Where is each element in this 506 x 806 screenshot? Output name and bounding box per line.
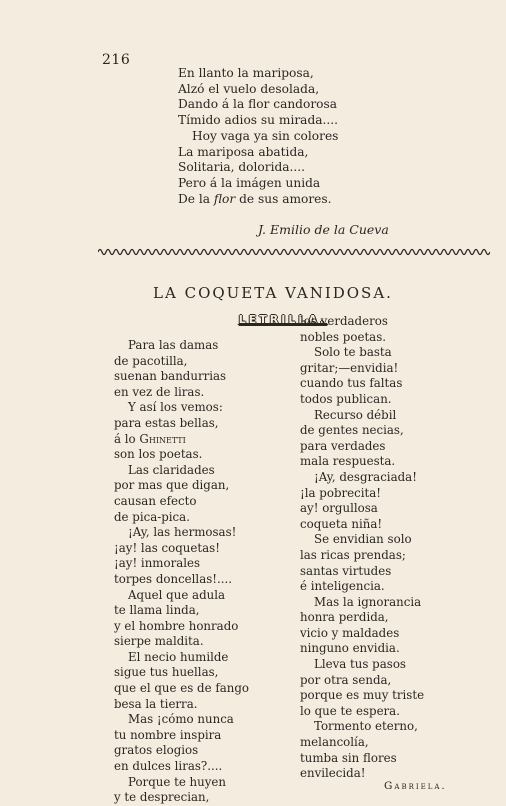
page-number: 216	[102, 52, 131, 68]
verse-line: lo que te espera.	[300, 703, 400, 718]
verse-line: torpes doncellas!....	[114, 571, 233, 586]
verse-line: Las claridades	[128, 462, 215, 477]
wavy-divider	[98, 246, 490, 258]
verse-line: nobles poetas.	[300, 329, 387, 344]
verse-line: é inteligencia.	[300, 579, 385, 594]
verse-line: Lleva tus pasos	[314, 657, 406, 672]
verse-line: tu nombre inspira	[114, 727, 222, 742]
verse-line: honra perdida,	[300, 610, 389, 625]
verse-line: para verdades	[300, 438, 386, 453]
verse-line: son los poetas.	[114, 447, 203, 462]
verse-text: á lo	[114, 431, 140, 446]
verse-line: para estas bellas,	[114, 415, 219, 430]
verse-line: santas virtudes	[300, 563, 392, 578]
verse-line: coqueta niña!	[300, 516, 383, 531]
verse-line: besa la tierra.	[114, 696, 198, 711]
verse-line: de gentes necias,	[300, 423, 404, 438]
right-column	[300, 314, 424, 782]
poem-line: Alzó el vuelo desolada,	[178, 81, 320, 96]
poem-line: Tímido adios su mirada....	[178, 113, 339, 128]
poem-line: Hoy vaga ya sin colores	[192, 128, 339, 143]
poem-line: La mariposa abatida,	[178, 144, 309, 159]
verse-line: las ricas prendas;	[300, 547, 406, 562]
verse-line: ay! orgullosa	[300, 501, 378, 516]
verse-line: y el hombre honrado	[114, 618, 239, 633]
subtitle-text: LETRILLA.	[238, 313, 328, 326]
verse-line: Aquel que adula	[128, 587, 226, 602]
verse-line: Tormento eterno,	[314, 719, 418, 734]
poem-text: De la	[178, 191, 214, 206]
poem-line	[178, 192, 338, 208]
verse-line: melancolía,	[300, 735, 369, 750]
verse-line: de pacotilla,	[114, 353, 188, 368]
verse-line: suenan bandurrias	[114, 369, 227, 384]
verse-line: por mas que digan,	[114, 478, 230, 493]
verse-line: vicio y maldades	[300, 625, 400, 640]
verse-line: en dulces liras?....	[114, 759, 223, 774]
poem-line: Solitaria, dolorida....	[178, 160, 306, 175]
verse-line: causan efecto	[114, 493, 197, 508]
left-column	[114, 338, 249, 806]
verse-line: por otra senda,	[300, 672, 392, 687]
poem-line: Dando á la flor candorosa	[178, 97, 338, 112]
verse-line: ninguno envidia.	[300, 641, 400, 656]
verse-line: Para las damas	[128, 338, 219, 352]
verse-line: Se envidian solo	[314, 532, 412, 547]
poem-text: de sus amores.	[235, 191, 332, 206]
verse-line: Porque te huyen	[128, 774, 226, 789]
verse-line: porque es muy triste	[300, 688, 425, 703]
verse-line: Mas ¡cómo nunca	[128, 712, 234, 727]
verse-line: ¡ay! las coquetas!	[114, 540, 220, 555]
verse-line	[114, 432, 249, 448]
section-title: LA COQUETA VANIDOSA.	[153, 284, 393, 302]
section-subtitle	[0, 308, 506, 327]
verse-line: cuando tus faltas	[300, 376, 403, 391]
verse-line: ¡ay! inmorales	[114, 556, 201, 571]
verse-line: sigue tus huellas,	[114, 665, 219, 680]
verse-line: Recurso débil	[314, 407, 397, 422]
verse-line: ¡la pobrecita!	[300, 485, 382, 500]
verse-line: El necio humilde	[128, 649, 229, 664]
verse-line: sierpe maldita.	[114, 634, 204, 649]
verse-line: ¡Ay, desgraciada!	[314, 469, 417, 484]
verse-line: Mas la ignorancia	[314, 594, 422, 609]
verse-line: gratos elogios	[114, 743, 199, 758]
verse-line: que el que es de fango	[114, 681, 249, 696]
verse-line: Y así los vemos:	[128, 400, 223, 415]
verse-line: y te desprecian,	[114, 790, 210, 805]
verse-line: te llama linda,	[114, 603, 200, 618]
verse-line: gritar;—envidia!	[300, 360, 399, 375]
verse-line: tumba sin flores	[300, 750, 397, 765]
poem-line: Pero á la imágen unida	[178, 175, 321, 190]
poem-line: En llanto la mariposa,	[178, 66, 314, 80]
top-poem	[178, 66, 338, 207]
verse-line: los verdaderos	[300, 314, 388, 328]
verse-smallcaps-name: Ghinetti	[139, 431, 186, 446]
author-signature: Gabriela.	[384, 780, 447, 792]
verse-line: envilecida!	[300, 766, 366, 781]
verse-line: ¡Ay, las hermosas!	[128, 525, 237, 540]
verse-line: de pica-pica.	[114, 509, 190, 524]
poem-signature: J. Emilio de la Cueva	[258, 222, 389, 237]
verse-line: mala respuesta.	[300, 454, 396, 469]
verse-line: todos publican.	[300, 391, 392, 406]
verse-line: Solo te basta	[314, 345, 392, 360]
verse-line: en vez de liras.	[114, 384, 205, 399]
poem-italic-word: flor	[213, 191, 236, 206]
